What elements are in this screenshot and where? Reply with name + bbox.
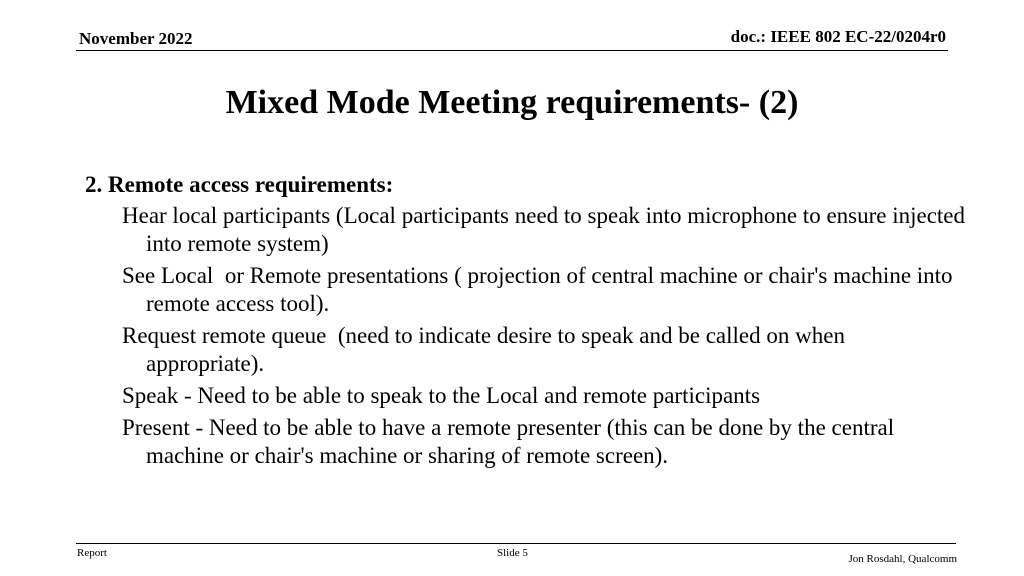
list-item: Present - Need to be able to have a remote presenter (this can be done by the central machine or chair's machine or sharing of remote screen). (122, 415, 900, 468)
header-divider (76, 50, 948, 51)
list-item: See Local or Remote presentations ( projection of central machine or chair's machine into remote access tool). (122, 263, 959, 316)
slide-body (85, 171, 971, 474)
header-document-id: doc.: IEEE 802 EC-22/0204r0 (730, 27, 946, 46)
footer-slide-number: Slide 5 (497, 547, 528, 559)
list-item: Speak - Need to be able to speak to the Local and remote participants (122, 383, 761, 408)
list-item: Hear local participants (Local participants need to speak into microphone to ensure injected into remote system) (122, 203, 971, 256)
header-date: November 2022 (79, 29, 193, 48)
section-heading: 2. Remote access requirements: (85, 172, 394, 197)
slide-title: Mixed Mode Meeting requirements- (2) (225, 84, 799, 121)
list-item: Request remote queue (need to indicate desire to speak and be called on when appropriate). (122, 323, 851, 376)
footer-report-label: Report (77, 547, 107, 559)
footer-divider (76, 543, 956, 544)
footer-author: Jon Rosdahl, Qualcomm (848, 553, 957, 565)
requirements-list (85, 202, 971, 470)
